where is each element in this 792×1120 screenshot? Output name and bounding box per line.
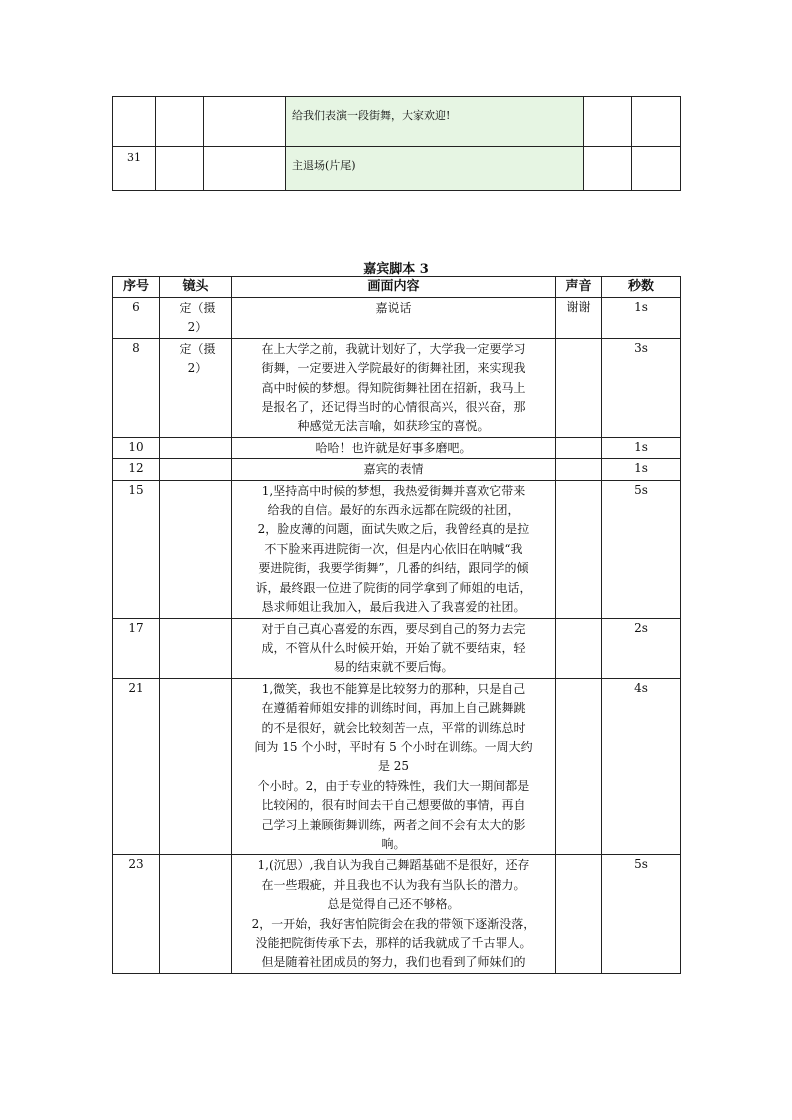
lens-cell: [160, 437, 232, 458]
content-line: 总是觉得自己还不够格。: [327, 897, 460, 912]
content-line: 但是随着社团成员的努力，我们也看到了师妹们的: [261, 955, 526, 970]
content-line: 嘉宾的表情: [363, 462, 424, 477]
seconds-cell: [632, 147, 681, 191]
sound-cell: [556, 480, 602, 618]
content-line: 在一些瑕疵，并且我也不认为我有当队长的潜力。: [261, 877, 526, 892]
script-row: [113, 437, 681, 458]
content-line: 种感觉无法言喻，如获珍宝的喜悦。: [297, 419, 490, 434]
content-line: 对于自己真心喜爱的东西，要尽到自己的努力去完: [261, 621, 526, 636]
script-row: [113, 338, 681, 437]
sound-cell: [556, 618, 602, 678]
content-line: 个小时。2，由于专业的特殊性，我们大一期间都是: [257, 778, 530, 793]
script-table: [112, 276, 681, 974]
content-cell: [232, 338, 556, 437]
row-number: 6: [113, 298, 160, 339]
top-table-row: [113, 97, 681, 147]
lens-cell: [160, 855, 232, 973]
lens-cell: [204, 147, 286, 191]
content-cell: 主退场(片尾): [286, 147, 584, 191]
seconds-cell: 1s: [602, 437, 681, 458]
header-lens: 镜头: [160, 277, 232, 298]
content-line: 给我的自信。最好的东西永远都在院级的社团，: [267, 503, 520, 518]
seconds-cell: 2s: [602, 618, 681, 678]
header-seconds: 秒数: [602, 277, 681, 298]
content-line: 己学习上兼顾街舞训练，两者之间不会有太大的影: [261, 817, 526, 832]
sound-cell: [584, 97, 632, 147]
seconds-cell: [632, 97, 681, 147]
header-sound: 声音: [556, 277, 602, 298]
content-line: 高中时候的梦想。得知院街舞社团在招新，我马上: [261, 380, 526, 395]
lens-line: 2）: [187, 320, 208, 335]
content-line: 成，不管从什么时候开始，开始了就不要结束，轻: [261, 640, 526, 655]
content-line: 嘉说话: [375, 301, 412, 315]
content-line: 间为 15 个小时，平时有 5 个小时在训练。一周大约: [254, 739, 533, 754]
content-line: 诉，最终跟一位进了院街的同学拿到了师姐的电话，: [255, 580, 532, 595]
seconds-cell: 1s: [602, 459, 681, 480]
content-line: 比较闲的，很有时间去干自己想要做的事情，再自: [261, 798, 526, 813]
sound-cell: [556, 338, 602, 437]
content-line: 在上大学之前，我就计划好了，大学我一定要学习: [261, 341, 526, 356]
lens-cell: [204, 97, 286, 147]
content-line: 响。: [381, 836, 406, 851]
content-cell: [232, 480, 556, 618]
script-title: 嘉宾脚本 3: [363, 262, 429, 277]
content-line: 哈哈！也许就是好事多磨吧。: [315, 440, 472, 455]
lens-cell: [160, 459, 232, 480]
content-line: 街舞，一定要进入学院最好的街舞社团，来实现我: [261, 361, 526, 376]
script-row: [113, 855, 681, 973]
content-line: 的不是很好，就会比较刻苦一点，平常的训练总时: [261, 720, 526, 735]
content-line: 1,坚持高中时候的梦想，我热爱街舞并喜欢它带来: [261, 483, 526, 498]
content-line: 没能把院街传承下去，那样的话我就成了千古罪人。: [255, 936, 532, 950]
content-line: 在遵循着师姐安排的训练时间，再加上自己跳舞跳: [261, 701, 526, 716]
lens-cell: [160, 618, 232, 678]
row-number: 8: [113, 338, 160, 437]
row-number: 21: [113, 678, 160, 855]
content-cell: 给我们表演一段街舞，大家欢迎!: [286, 97, 584, 147]
content-line: 易的结束就不要后悔。: [333, 660, 454, 675]
seconds-cell: 4s: [602, 678, 681, 855]
row-number: [113, 97, 156, 147]
lens-cell: [160, 338, 232, 437]
top-table: [112, 96, 681, 191]
seconds-cell: 1s: [602, 298, 681, 339]
script-row: [113, 480, 681, 618]
content-line: 1,微笑，我也不能算是比较努力的那种，只是自己: [261, 681, 526, 696]
content-line: 2，脸皮薄的问题，面试失败之后，我曾经真的是拉: [257, 522, 530, 537]
sound-cell: 谢谢: [556, 298, 602, 339]
script-row: [113, 459, 681, 480]
lens-cell: [156, 97, 204, 147]
script-row: [113, 298, 681, 339]
sound-cell: [556, 855, 602, 973]
content-cell: [232, 437, 556, 458]
top-table-row: [113, 147, 681, 191]
row-number: 17: [113, 618, 160, 678]
lens-cell: [156, 147, 204, 191]
row-number: 12: [113, 459, 160, 480]
sound-cell: [556, 459, 602, 480]
content-cell: [232, 618, 556, 678]
header-content: 画面内容: [232, 277, 556, 298]
content-line: 是报名了，还记得当时的心情很高兴，很兴奋，那: [261, 400, 526, 415]
script-row: [113, 618, 681, 678]
content-cell: [232, 855, 556, 973]
content-line: 恳求师姐让我加入，最后我进入了我喜爱的社团。: [261, 600, 526, 615]
header-row: [113, 277, 681, 298]
seconds-cell: 3s: [602, 338, 681, 437]
seconds-cell: 5s: [602, 480, 681, 618]
lens-line: 定（摄: [179, 301, 216, 315]
content-line: 要进院街，我要学街舞”，几番的纠结，跟同学的倾: [258, 561, 529, 576]
sound-cell: [584, 147, 632, 191]
header-num: 序号: [113, 277, 160, 298]
lens-cell: [160, 298, 232, 339]
lens-cell: [160, 678, 232, 855]
content-line: 2，一开始，我好害怕院街会在我的带领下逐渐没落，: [251, 916, 536, 931]
content-cell: [232, 298, 556, 339]
content-cell: [232, 459, 556, 480]
content-line: 不下脸来再进院街一次，但是内心依旧在呐喊“我: [264, 541, 523, 556]
lens-cell: [160, 480, 232, 618]
lens-line: 2）: [187, 361, 208, 376]
row-number: 15: [113, 480, 160, 618]
script-row: [113, 678, 681, 855]
content-line: 是 25: [377, 759, 410, 774]
sound-cell: [556, 437, 602, 458]
lens-line: 定（摄: [179, 341, 216, 356]
content-cell: [232, 678, 556, 855]
row-number: 31: [113, 147, 156, 191]
content-line: 1,(沉思）,我自认为我自己舞蹈基础不是很好，还存: [257, 858, 530, 873]
row-number: 23: [113, 855, 160, 973]
row-number: 10: [113, 437, 160, 458]
seconds-cell: 5s: [602, 855, 681, 973]
sound-cell: [556, 678, 602, 855]
